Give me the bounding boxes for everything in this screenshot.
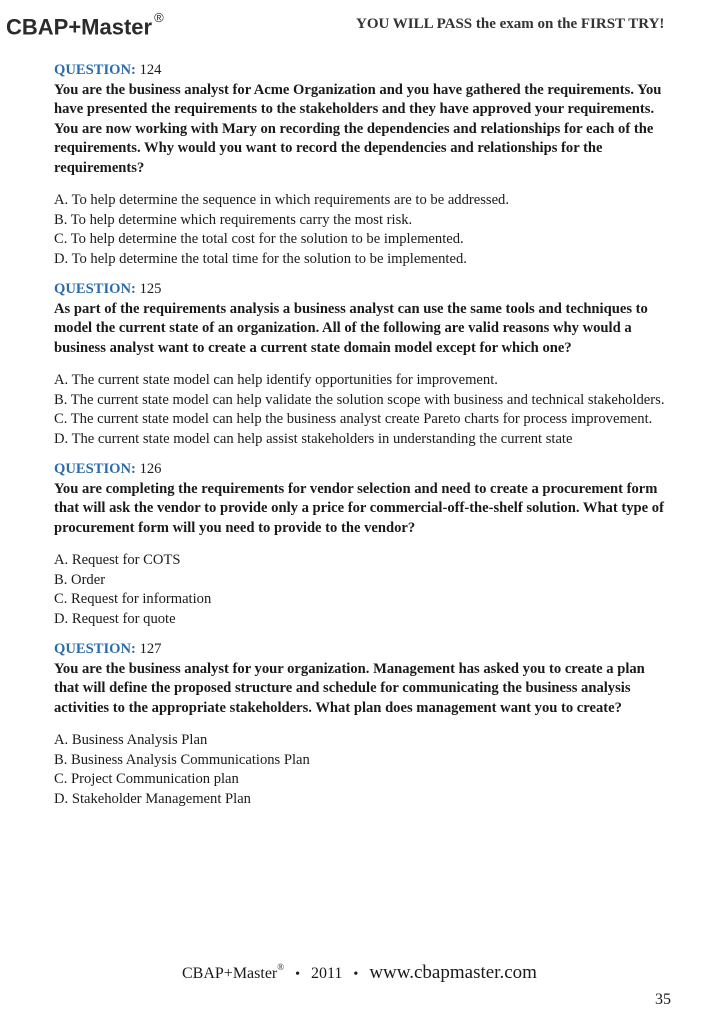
answer-option-a: A. To help determine the sequence in which requirements are to be addressed. (54, 192, 510, 208)
question-126 (54, 460, 672, 629)
brand-logo (6, 10, 164, 40)
question-label: QUESTION: (54, 641, 136, 657)
question-heading (54, 280, 672, 300)
answer-option-b: B. The current state model can help validate the solution scope with business and technical stakeholders. (54, 391, 665, 408)
answer-option-a: A. The current state model can help identify opportunities for improvement. (54, 372, 498, 388)
question-125 (54, 280, 672, 449)
answer-option-b: B. Order (54, 571, 106, 588)
question-number: 124 (139, 62, 162, 78)
questions-content (54, 61, 672, 820)
question-124 (54, 61, 672, 269)
answer-options (54, 371, 672, 449)
question-heading (54, 460, 672, 480)
question-label: QUESTION: (54, 281, 136, 297)
footer-registered-mark: ® (277, 961, 285, 972)
footer-website-link[interactable]: www.cbapmaster.com (369, 962, 537, 983)
brand-name: CBAP+Master (6, 14, 153, 40)
answer-options (54, 551, 672, 629)
footer-line (182, 962, 537, 984)
question-label: QUESTION: (54, 62, 136, 78)
page-header (0, 0, 728, 44)
answer-option-d: D. Stakeholder Management Plan (54, 790, 251, 807)
footer-brand: CBAP+Master (182, 965, 278, 982)
bullet-separator: • (295, 967, 300, 982)
question-127 (54, 640, 672, 809)
bullet-separator: • (353, 967, 359, 982)
question-label: QUESTION: (54, 461, 136, 477)
answer-option-a: A. Request for COTS (54, 552, 181, 568)
footer-year: 2011 (311, 965, 343, 982)
question-text: You are the business analyst for your organization. Management has asked you to create a plan that will define the proposed structure and schedule for communicating the business analysis activities to the appropriate stakeholders. What plan does management want you to create? (54, 660, 645, 716)
question-heading (54, 640, 672, 660)
answer-option-c: C. Project Communication plan (54, 771, 239, 787)
question-text: You are completing the requirements for vendor selection and need to create a procurement form that will ask the vendor to provide only a price for commercial-off-the-shelf solution. What type of procurement form will you need to provide to the vendor? (54, 480, 664, 536)
answer-options (54, 731, 672, 809)
answer-option-b: B. To help determine which requirements carry the most risk. (54, 211, 413, 228)
question-number: 125 (139, 281, 162, 297)
page-footer (0, 962, 728, 992)
question-heading (54, 61, 672, 81)
question-number: 126 (139, 461, 162, 477)
question-text: As part of the requirements analysis a business analyst can use the same tools and techniques to model the current state of an organization. All of the following are valid reasons why would a business analyst want to create a current state domain model except for which one? (54, 300, 648, 356)
answer-option-b: B. Business Analysis Communications Plan (54, 751, 310, 768)
answer-option-c: C. To help determine the total cost for the solution to be implemented. (54, 231, 464, 247)
answer-option-c: C. The current state model can help the business analyst create Pareto charts for process improvement. (54, 411, 653, 427)
registered-mark: ® (154, 10, 164, 25)
question-text: You are the business analyst for Acme Organization and you have gathered the requirements. You have presented the requirements to the stakeholders and they have approved your requirements. You are now working with Mary on recording the dependencies and relationships for each of the requirements. Why would you want to record the dependencies and relationships for the requirements? (54, 81, 662, 176)
answer-option-a: A. Business Analysis Plan (54, 732, 208, 748)
header-tagline: YOU WILL PASS the exam on the FIRST TRY! (356, 16, 665, 32)
answer-options (54, 191, 672, 269)
answer-option-d: D. To help determine the total time for the solution to be implemented. (54, 250, 467, 267)
answer-option-d: D. Request for quote (54, 610, 176, 627)
page-number: 35 (655, 991, 671, 1008)
answer-option-c: C. Request for information (54, 591, 212, 607)
question-number: 127 (139, 641, 162, 657)
answer-option-d: D. The current state model can help assist stakeholders in understanding the current state (54, 430, 573, 447)
